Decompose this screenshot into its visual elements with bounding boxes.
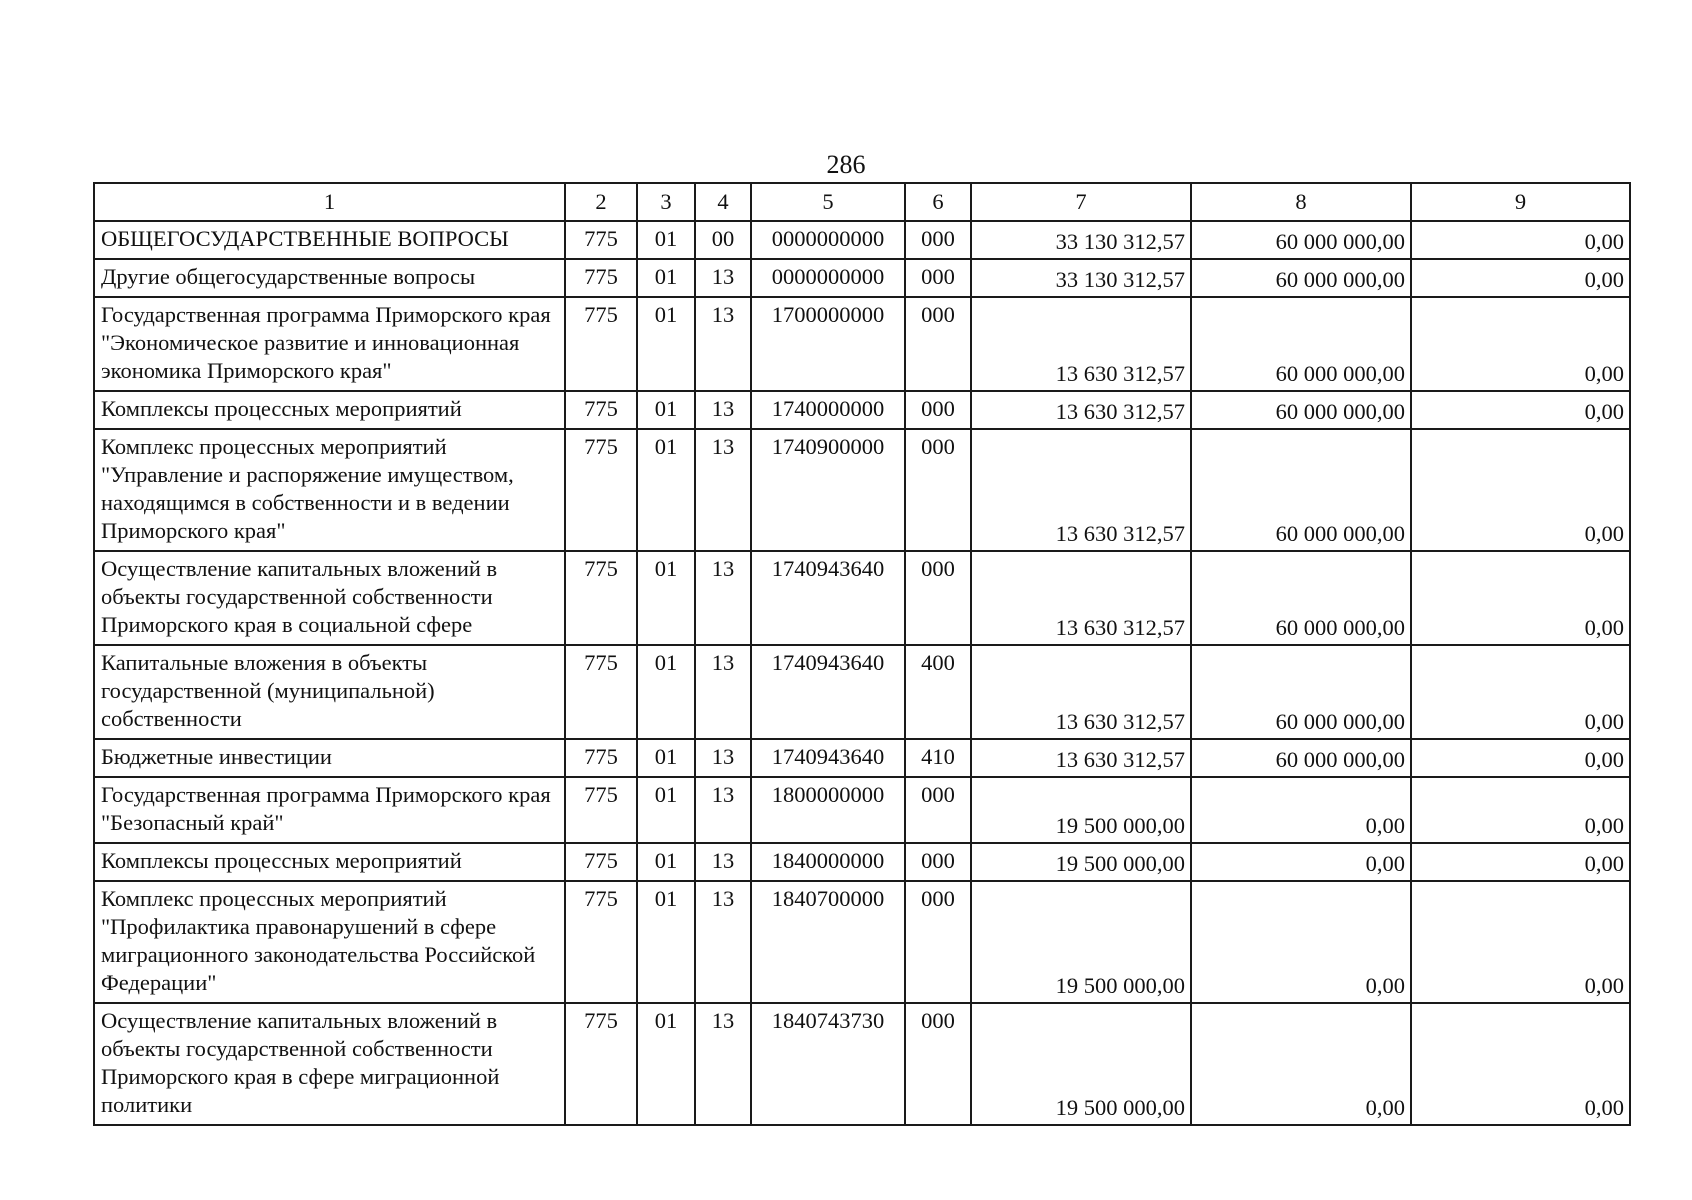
cell-amount-8: 60 000 000,00 [1191, 391, 1411, 429]
cell-amount-7: 19 500 000,00 [971, 843, 1191, 881]
table-row [94, 739, 1630, 777]
table-row [94, 881, 1630, 1003]
cell-code-3: 01 [637, 645, 695, 739]
cell-code-6: 000 [905, 297, 971, 391]
table-row [94, 1003, 1630, 1125]
row-name: Осуществление капитальных вложений в объекты государственной собственности Приморского края в сфере миграционной политики [94, 1003, 565, 1125]
cell-code-4: 13 [695, 777, 751, 843]
cell-amount-7: 33 130 312,57 [971, 221, 1191, 259]
cell-code-6: 000 [905, 221, 971, 259]
cell-code-2: 775 [565, 645, 637, 739]
cell-amount-8: 60 000 000,00 [1191, 221, 1411, 259]
cell-amount-7: 13 630 312,57 [971, 391, 1191, 429]
table-row [94, 551, 1630, 645]
column-header: 3 [637, 183, 695, 221]
cell-code-3: 01 [637, 221, 695, 259]
cell-amount-8: 60 000 000,00 [1191, 739, 1411, 777]
row-name: Капитальные вложения в объекты государственной (муниципальной) собственности [94, 645, 565, 739]
cell-code-6: 000 [905, 881, 971, 1003]
cell-code-4: 13 [695, 551, 751, 645]
cell-code-5: 1740943640 [751, 551, 905, 645]
cell-code-2: 775 [565, 843, 637, 881]
row-name: Государственная программа Приморского края "Экономическое развитие и инновационная экономика Приморского края" [94, 297, 565, 391]
table-row [94, 391, 1630, 429]
cell-amount-8: 60 000 000,00 [1191, 297, 1411, 391]
cell-code-5: 1740943640 [751, 739, 905, 777]
cell-code-2: 775 [565, 1003, 637, 1125]
cell-code-5: 0000000000 [751, 221, 905, 259]
cell-code-4: 13 [695, 843, 751, 881]
cell-code-4: 13 [695, 259, 751, 297]
cell-code-4: 13 [695, 391, 751, 429]
cell-code-2: 775 [565, 739, 637, 777]
table-row [94, 843, 1630, 881]
column-header: 2 [565, 183, 637, 221]
cell-amount-9: 0,00 [1411, 429, 1630, 551]
cell-amount-7: 19 500 000,00 [971, 881, 1191, 1003]
cell-code-2: 775 [565, 777, 637, 843]
row-name: Комплексы процессных мероприятий [94, 391, 565, 429]
cell-code-3: 01 [637, 259, 695, 297]
cell-code-2: 775 [565, 881, 637, 1003]
cell-code-6: 000 [905, 843, 971, 881]
table-row [94, 777, 1630, 843]
cell-amount-9: 0,00 [1411, 259, 1630, 297]
cell-amount-8: 60 000 000,00 [1191, 429, 1411, 551]
cell-code-4: 13 [695, 739, 751, 777]
cell-code-2: 775 [565, 551, 637, 645]
cell-code-3: 01 [637, 551, 695, 645]
cell-amount-7: 13 630 312,57 [971, 739, 1191, 777]
column-header: 7 [971, 183, 1191, 221]
cell-code-4: 13 [695, 1003, 751, 1125]
cell-code-3: 01 [637, 297, 695, 391]
table-row [94, 259, 1630, 297]
column-header: 5 [751, 183, 905, 221]
column-header: 8 [1191, 183, 1411, 221]
cell-code-5: 1700000000 [751, 297, 905, 391]
cell-code-4: 13 [695, 645, 751, 739]
cell-code-5: 1840700000 [751, 881, 905, 1003]
cell-code-6: 400 [905, 645, 971, 739]
budget-table [93, 182, 1631, 1126]
cell-amount-7: 19 500 000,00 [971, 777, 1191, 843]
cell-amount-7: 13 630 312,57 [971, 429, 1191, 551]
cell-amount-9: 0,00 [1411, 881, 1630, 1003]
cell-code-5: 1840000000 [751, 843, 905, 881]
cell-amount-7: 13 630 312,57 [971, 297, 1191, 391]
cell-code-2: 775 [565, 391, 637, 429]
cell-code-4: 13 [695, 429, 751, 551]
cell-code-5: 1740943640 [751, 645, 905, 739]
cell-amount-9: 0,00 [1411, 551, 1630, 645]
column-header: 4 [695, 183, 751, 221]
cell-amount-7: 19 500 000,00 [971, 1003, 1191, 1125]
cell-code-3: 01 [637, 1003, 695, 1125]
cell-code-6: 000 [905, 429, 971, 551]
cell-amount-9: 0,00 [1411, 391, 1630, 429]
row-name: ОБЩЕГОСУДАРСТВЕННЫЕ ВОПРОСЫ [94, 221, 565, 259]
row-name: Бюджетные инвестиции [94, 739, 565, 777]
cell-amount-9: 0,00 [1411, 843, 1630, 881]
page-number: 286 [826, 150, 866, 179]
cell-amount-7: 33 130 312,57 [971, 259, 1191, 297]
row-name: Другие общегосударственные вопросы [94, 259, 565, 297]
cell-code-3: 01 [637, 777, 695, 843]
cell-code-2: 775 [565, 297, 637, 391]
cell-code-6: 000 [905, 391, 971, 429]
table-row [94, 221, 1630, 259]
cell-code-3: 01 [637, 391, 695, 429]
row-name: Государственная программа Приморского края "Безопасный край" [94, 777, 565, 843]
column-header: 1 [94, 183, 565, 221]
column-header: 6 [905, 183, 971, 221]
cell-code-4: 13 [695, 297, 751, 391]
cell-amount-8: 0,00 [1191, 881, 1411, 1003]
cell-code-4: 00 [695, 221, 751, 259]
cell-amount-9: 0,00 [1411, 645, 1630, 739]
cell-amount-9: 0,00 [1411, 739, 1630, 777]
cell-amount-7: 13 630 312,57 [971, 645, 1191, 739]
table-row [94, 297, 1630, 391]
cell-amount-9: 0,00 [1411, 297, 1630, 391]
row-name: Осуществление капитальных вложений в объекты государственной собственности Приморского края в социальной сфере [94, 551, 565, 645]
cell-code-3: 01 [637, 739, 695, 777]
cell-amount-8: 60 000 000,00 [1191, 645, 1411, 739]
cell-code-3: 01 [637, 429, 695, 551]
row-name: Комплексы процессных мероприятий [94, 843, 565, 881]
cell-code-2: 775 [565, 259, 637, 297]
cell-code-3: 01 [637, 881, 695, 1003]
cell-code-6: 000 [905, 551, 971, 645]
column-header: 9 [1411, 183, 1630, 221]
cell-code-3: 01 [637, 843, 695, 881]
cell-code-2: 775 [565, 221, 637, 259]
cell-amount-9: 0,00 [1411, 777, 1630, 843]
cell-amount-8: 60 000 000,00 [1191, 259, 1411, 297]
cell-amount-7: 13 630 312,57 [971, 551, 1191, 645]
cell-code-5: 1840743730 [751, 1003, 905, 1125]
cell-code-5: 1800000000 [751, 777, 905, 843]
row-name: Комплекс процессных мероприятий "Управление и распоряжение имуществом, находящимся в собственности и в ведении Приморского края" [94, 429, 565, 551]
cell-amount-8: 60 000 000,00 [1191, 551, 1411, 645]
cell-amount-8: 0,00 [1191, 777, 1411, 843]
table-row [94, 429, 1630, 551]
column-number-header-row [94, 183, 1630, 221]
cell-code-6: 000 [905, 1003, 971, 1125]
cell-code-5: 1740000000 [751, 391, 905, 429]
cell-code-5: 1740900000 [751, 429, 905, 551]
cell-amount-8: 0,00 [1191, 1003, 1411, 1125]
table-row [94, 645, 1630, 739]
cell-code-6: 410 [905, 739, 971, 777]
cell-code-4: 13 [695, 881, 751, 1003]
cell-code-5: 0000000000 [751, 259, 905, 297]
row-name: Комплекс процессных мероприятий "Профилактика правонарушений в сфере миграционного законодательства Российской Федерации" [94, 881, 565, 1003]
cell-amount-9: 0,00 [1411, 221, 1630, 259]
cell-code-2: 775 [565, 429, 637, 551]
cell-code-6: 000 [905, 259, 971, 297]
cell-amount-9: 0,00 [1411, 1003, 1630, 1125]
cell-code-6: 000 [905, 777, 971, 843]
cell-amount-8: 0,00 [1191, 843, 1411, 881]
